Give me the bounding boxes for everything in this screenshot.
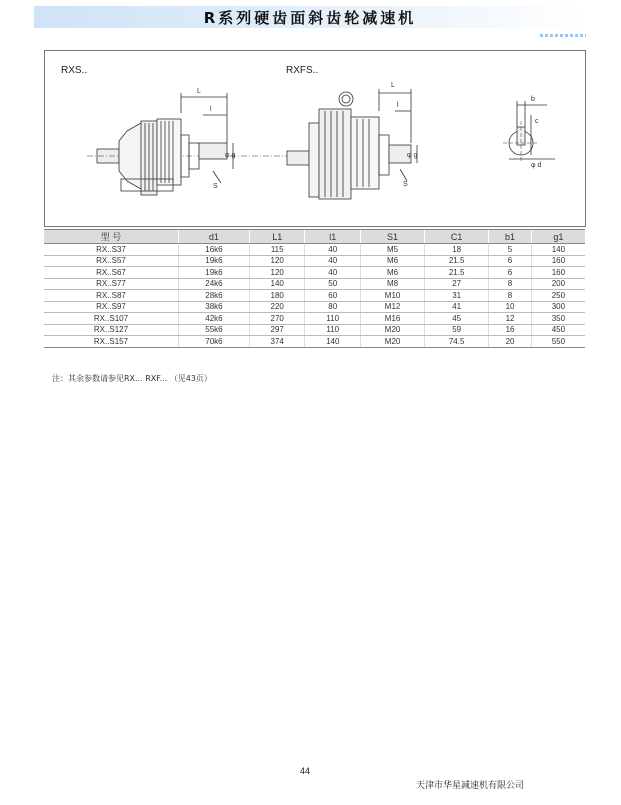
- cell-L1: 140: [249, 278, 305, 290]
- svg-text:l: l: [210, 106, 212, 113]
- cell-g1: 250: [531, 290, 585, 302]
- cell-C1: 41: [425, 301, 489, 313]
- cell-S1: M20: [361, 336, 425, 348]
- cell-model: RX..S127: [44, 324, 178, 336]
- cell-L1: 115: [249, 244, 305, 256]
- cell-C1: 59: [425, 324, 489, 336]
- cell-C1: 21.5: [425, 267, 489, 279]
- cell-l1: 110: [305, 324, 361, 336]
- shaft-section-drawing: [503, 101, 555, 163]
- rxfs-label: RXFS..: [286, 65, 319, 76]
- table-row: [44, 290, 585, 302]
- cell-model: RX..S77: [44, 278, 178, 290]
- cell-b1: 8: [489, 278, 532, 290]
- svg-text:l: l: [397, 102, 399, 109]
- cell-model: RX..S97: [44, 301, 178, 313]
- table-header-row: [44, 230, 585, 244]
- cell-L1: 270: [249, 313, 305, 325]
- cell-d1: 70k6: [178, 336, 249, 348]
- cell-g1: 140: [531, 244, 585, 256]
- drawing-panel: [44, 50, 586, 227]
- cell-C1: 45: [425, 313, 489, 325]
- svg-text:S: S: [213, 183, 218, 190]
- cell-b1: 16: [489, 324, 532, 336]
- cell-model: RX..S87: [44, 290, 178, 302]
- cell-b1: 20: [489, 336, 532, 348]
- table-row: [44, 336, 585, 348]
- cell-C1: 18: [425, 244, 489, 256]
- cell-d1: 38k6: [178, 301, 249, 313]
- table-row: [44, 313, 585, 325]
- cell-b1: 10: [489, 301, 532, 313]
- cell-d1: 24k6: [178, 278, 249, 290]
- cell-L1: 180: [249, 290, 305, 302]
- cell-l1: 50: [305, 278, 361, 290]
- cell-g1: 350: [531, 313, 585, 325]
- cell-S1: M10: [361, 290, 425, 302]
- svg-text:b: b: [531, 96, 535, 103]
- cell-g1: 160: [531, 255, 585, 267]
- cell-b1: 8: [489, 290, 532, 302]
- cell-g1: 300: [531, 301, 585, 313]
- col-header-g1: g1: [531, 230, 585, 244]
- title-accent-dashes: [540, 34, 586, 37]
- cell-L1: 120: [249, 255, 305, 267]
- col-header-L1: L1: [249, 230, 305, 244]
- cell-model: RX..S67: [44, 267, 178, 279]
- cell-S1: M12: [361, 301, 425, 313]
- cell-b1: 6: [489, 267, 532, 279]
- rxs-label: RXS..: [61, 65, 88, 76]
- svg-text:S: S: [403, 181, 408, 188]
- col-header-C1: C1: [425, 230, 489, 244]
- cell-l1: 80: [305, 301, 361, 313]
- cell-C1: 21.5: [425, 255, 489, 267]
- cell-C1: 74.5: [425, 336, 489, 348]
- cell-L1: 297: [249, 324, 305, 336]
- cell-S1: M8: [361, 278, 425, 290]
- cell-g1: 200: [531, 278, 585, 290]
- svg-text:L: L: [391, 82, 395, 89]
- table-row: [44, 301, 585, 313]
- cell-model: RX..S157: [44, 336, 178, 348]
- cell-d1: 55k6: [178, 324, 249, 336]
- cell-S1: M16: [361, 313, 425, 325]
- cell-d1: 16k6: [178, 244, 249, 256]
- cell-S1: M6: [361, 255, 425, 267]
- col-header-model: 型 号: [44, 230, 178, 244]
- col-header-d1: d1: [178, 230, 249, 244]
- cell-d1: 28k6: [178, 290, 249, 302]
- table-row: [44, 244, 585, 256]
- cell-l1: 40: [305, 244, 361, 256]
- col-header-l1: l1: [305, 230, 361, 244]
- cell-model: RX..S107: [44, 313, 178, 325]
- cell-b1: 12: [489, 313, 532, 325]
- cell-d1: 19k6: [178, 255, 249, 267]
- cell-l1: 40: [305, 255, 361, 267]
- table-row: [44, 267, 585, 279]
- cell-S1: M20: [361, 324, 425, 336]
- cell-l1: 110: [305, 313, 361, 325]
- cell-S1: M6: [361, 267, 425, 279]
- title-bar: [34, 6, 586, 28]
- page-number: 44: [300, 766, 311, 776]
- technical-drawing: [45, 51, 585, 226]
- page-title: R系列硬齿面斜齿轮减速机: [203, 9, 417, 27]
- svg-text:φ g: φ g: [225, 152, 236, 159]
- cell-l1: 60: [305, 290, 361, 302]
- company-name: 天津市华星减速机有限公司: [416, 781, 525, 791]
- col-header-S1: S1: [361, 230, 425, 244]
- rxs-drawing: [87, 93, 345, 195]
- table-row: [44, 278, 585, 290]
- cell-model: RX..S57: [44, 255, 178, 267]
- table-row: [44, 255, 585, 267]
- svg-text:c: c: [535, 118, 539, 125]
- col-header-b1: b1: [489, 230, 532, 244]
- cell-model: RX..S37: [44, 244, 178, 256]
- cell-d1: 19k6: [178, 267, 249, 279]
- cell-L1: 120: [249, 267, 305, 279]
- cell-b1: 5: [489, 244, 532, 256]
- cell-d1: 42k6: [178, 313, 249, 325]
- cell-g1: 450: [531, 324, 585, 336]
- svg-text:φ g: φ g: [407, 152, 418, 159]
- cell-L1: 374: [249, 336, 305, 348]
- svg-text:φ d: φ d: [531, 162, 542, 169]
- table-note: 注：其余参数请参见RX... RXF... （见43页）: [52, 374, 212, 383]
- svg-text:L: L: [197, 88, 201, 95]
- cell-l1: 140: [305, 336, 361, 348]
- cell-S1: M5: [361, 244, 425, 256]
- cell-g1: 160: [531, 267, 585, 279]
- cell-L1: 220: [249, 301, 305, 313]
- cell-g1: 550: [531, 336, 585, 348]
- cell-C1: 31: [425, 290, 489, 302]
- cell-C1: 27: [425, 278, 489, 290]
- table-row: [44, 324, 585, 336]
- cell-l1: 40: [305, 267, 361, 279]
- cell-b1: 6: [489, 255, 532, 267]
- spec-table: [44, 229, 585, 348]
